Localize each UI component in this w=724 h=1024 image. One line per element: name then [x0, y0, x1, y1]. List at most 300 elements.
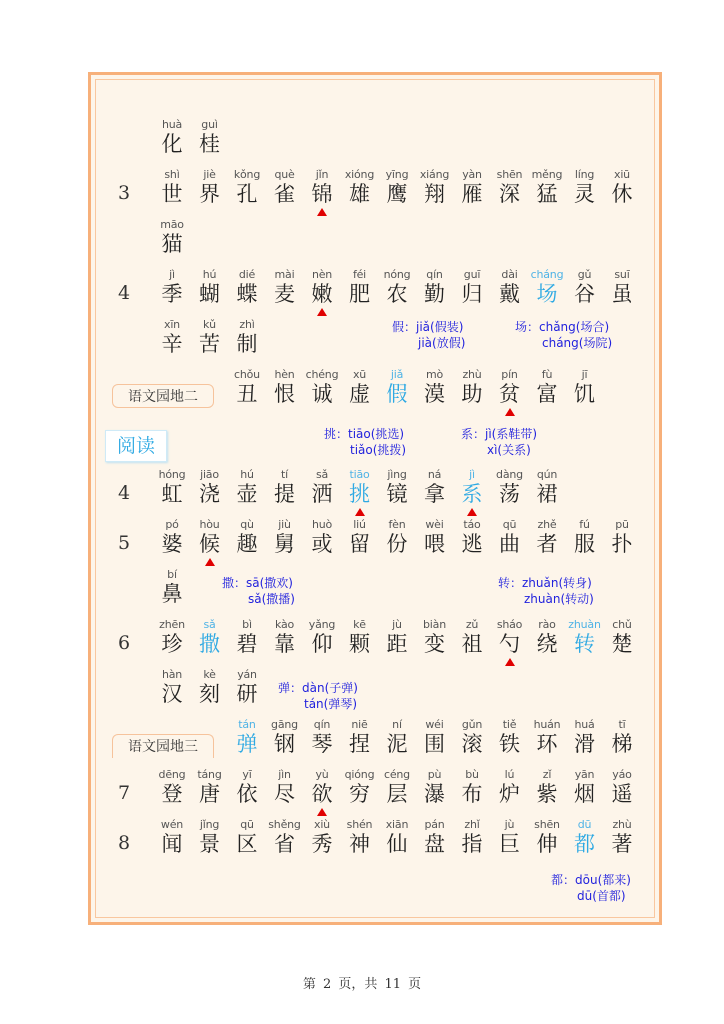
- char-cell: [265, 468, 305, 507]
- pinyin: zǔ: [465, 618, 479, 631]
- hanzi: 都: [574, 832, 595, 856]
- char-cell: [152, 668, 192, 707]
- char-cell: [340, 468, 380, 507]
- hanzi: 鼻: [161, 582, 183, 606]
- char-cell: [452, 468, 492, 507]
- char-cell: [152, 618, 192, 657]
- hanzi: 麦: [274, 282, 295, 306]
- hanzi: 洒: [311, 482, 333, 506]
- pinyin: měng: [531, 168, 563, 181]
- pinyin: niē: [351, 718, 368, 731]
- hanzi: 雄: [349, 182, 370, 206]
- pinyin: ní: [392, 718, 402, 731]
- polyphone-note: [278, 680, 358, 712]
- char-cell: [190, 818, 230, 857]
- polyphone-note: [222, 575, 295, 607]
- pinyin: líng: [574, 168, 595, 181]
- lesson-number: 5: [117, 532, 131, 554]
- hanzi: 富: [536, 382, 558, 406]
- polyphone-note: [498, 575, 594, 607]
- note-line-2: cháng(场院): [542, 336, 613, 350]
- hanzi: 勺: [499, 632, 520, 656]
- char-cell: [340, 818, 380, 857]
- hanzi: 神: [349, 832, 370, 856]
- pinyin: hòu: [199, 518, 220, 531]
- pinyin: xīn: [164, 318, 180, 331]
- hanzi: 蝶: [236, 282, 258, 306]
- pinyin: yīng: [385, 168, 409, 181]
- char-cell: [602, 168, 642, 207]
- hanzi: 烟: [574, 782, 595, 806]
- pinyin: hú: [240, 468, 254, 481]
- pinyin: qín: [426, 268, 443, 281]
- char-cell: [302, 518, 342, 557]
- red-triangle-icon: [317, 208, 327, 216]
- pinyin: gǔ: [577, 268, 592, 281]
- char-cell: [190, 168, 230, 207]
- char-cell: [565, 368, 605, 407]
- note-line-1: 都：dōu(都来): [551, 873, 631, 887]
- char-cell: [152, 218, 192, 257]
- lesson-number: 4: [117, 482, 131, 504]
- hanzi: 归: [461, 282, 483, 306]
- pinyin: táng: [197, 768, 222, 781]
- pinyin: tī: [618, 718, 626, 731]
- hanzi: 靠: [274, 632, 295, 656]
- hanzi: 绕: [536, 632, 558, 656]
- pinyin: chǔ: [612, 618, 632, 631]
- char-cell: [265, 268, 305, 307]
- hanzi: 变: [424, 632, 445, 656]
- char-cell: [452, 168, 492, 207]
- lesson-number: 4: [117, 282, 131, 304]
- hanzi: 珍: [161, 632, 183, 656]
- char-cell: [227, 768, 267, 807]
- char-cell: [340, 268, 380, 307]
- char-cell: [490, 268, 530, 307]
- char-cell: [152, 268, 192, 307]
- hanzi: 颗: [349, 632, 370, 656]
- pinyin: nèn: [311, 268, 333, 281]
- pinyin: guī: [463, 268, 481, 281]
- hanzi: 梯: [611, 732, 633, 756]
- char-cell: [490, 718, 530, 757]
- hanzi: 苦: [199, 332, 220, 356]
- char-cell: [490, 368, 530, 407]
- char-cell: [265, 718, 305, 757]
- char-cell: [152, 818, 192, 857]
- hanzi: 荡: [499, 482, 520, 506]
- hanzi: 婆: [161, 532, 183, 556]
- hanzi: 肥: [349, 282, 370, 306]
- note-line-2: dū(首都): [577, 889, 626, 903]
- pinyin: ná: [427, 468, 442, 481]
- hanzi: 农: [386, 282, 408, 306]
- pinyin: qún: [536, 468, 558, 481]
- hanzi: 虚: [349, 382, 370, 406]
- char-cell: [452, 368, 492, 407]
- pinyin: jù: [504, 818, 515, 831]
- pinyin: xū: [352, 368, 367, 381]
- hanzi: 指: [461, 832, 483, 856]
- char-cell: [340, 168, 380, 207]
- hanzi: 翔: [424, 182, 445, 206]
- pinyin: xióng: [344, 168, 375, 181]
- hanzi: 省: [274, 832, 295, 856]
- pinyin: xiū: [614, 168, 630, 181]
- pinyin: rào: [538, 618, 556, 631]
- red-triangle-icon: [355, 508, 365, 516]
- pinyin: yán: [237, 668, 257, 681]
- pinyin: kē: [353, 618, 366, 631]
- pinyin: huá: [574, 718, 595, 731]
- pinyin: bì: [242, 618, 252, 631]
- pinyin: zǐ: [542, 768, 552, 781]
- lesson-number: 7: [117, 782, 131, 804]
- hanzi: 丑: [236, 382, 258, 406]
- char-cell: [527, 768, 567, 807]
- char-cell: [227, 718, 267, 757]
- char-cell: [340, 768, 380, 807]
- hanzi: 巨: [499, 832, 520, 856]
- pinyin: huán: [533, 718, 561, 731]
- char-cell: [302, 468, 342, 507]
- hanzi: 辛: [161, 332, 183, 356]
- char-cell: [190, 618, 230, 657]
- pinyin: tiāo: [349, 468, 370, 481]
- char-cell: [490, 768, 530, 807]
- hanzi: 份: [386, 532, 408, 556]
- note-line-1: 假：jiǎ(假装): [392, 320, 464, 334]
- hanzi: 伸: [536, 832, 558, 856]
- hanzi: 欲: [311, 782, 333, 806]
- pinyin: hú: [202, 268, 217, 281]
- red-triangle-icon: [205, 558, 215, 566]
- pinyin: zhì: [239, 318, 255, 331]
- char-cell: [265, 368, 305, 407]
- pinyin: zhù: [462, 368, 482, 381]
- char-cell: [602, 518, 642, 557]
- pinyin: jìng: [387, 468, 407, 481]
- char-cell: [452, 268, 492, 307]
- char-cell: [190, 318, 230, 357]
- red-triangle-icon: [505, 658, 515, 666]
- pinyin: wéi: [425, 718, 444, 731]
- char-cell: [565, 618, 605, 657]
- pinyin: jǐng: [199, 818, 220, 831]
- char-cell: [190, 668, 230, 707]
- char-cell: [490, 818, 530, 857]
- hanzi: 恨: [274, 382, 295, 406]
- pinyin: wén: [160, 818, 184, 831]
- char-cell: [340, 618, 380, 657]
- pinyin: wèi: [425, 518, 444, 531]
- pinyin: shén: [346, 818, 373, 831]
- hanzi: 景: [199, 832, 220, 856]
- pinyin: suī: [614, 268, 630, 281]
- hanzi: 研: [236, 682, 258, 706]
- pinyin: dié: [238, 268, 256, 281]
- pinyin: shēn: [534, 818, 560, 831]
- hanzi: 假: [386, 382, 408, 406]
- pinyin: shì: [164, 168, 180, 181]
- char-cell: [565, 268, 605, 307]
- char-cell: [377, 518, 417, 557]
- hanzi: 嫩: [311, 282, 333, 306]
- hanzi: 服: [574, 532, 595, 556]
- char-cell: [415, 768, 455, 807]
- hanzi: 虽: [611, 282, 633, 306]
- pinyin: dàng: [496, 468, 523, 481]
- char-cell: [377, 468, 417, 507]
- hanzi: 碧: [236, 632, 258, 656]
- pinyin: kǔ: [203, 318, 216, 331]
- char-cell: [152, 518, 192, 557]
- char-cell: [490, 618, 530, 657]
- note-line-2: xì(关系): [487, 443, 531, 457]
- hanzi: 助: [461, 382, 483, 406]
- pinyin: fú: [579, 518, 590, 531]
- pinyin: jī: [581, 368, 588, 381]
- hanzi: 候: [199, 532, 220, 556]
- lesson-number: 6: [117, 632, 131, 654]
- char-cell: [227, 618, 267, 657]
- hanzi: 深: [499, 182, 520, 206]
- note-line-2: tiǎo(挑拨): [350, 443, 407, 457]
- char-cell: [452, 768, 492, 807]
- hanzi: 喂: [424, 532, 445, 556]
- pinyin: zhuàn: [568, 618, 601, 631]
- hanzi: 捏: [349, 732, 370, 756]
- pinyin: pán: [424, 818, 445, 831]
- char-cell: [377, 268, 417, 307]
- char-cell: [527, 468, 567, 507]
- char-cell: [527, 618, 567, 657]
- char-cell: [415, 718, 455, 757]
- char-cell: [152, 768, 192, 807]
- pinyin: bí: [167, 568, 177, 581]
- pinyin: shēn: [496, 168, 523, 181]
- char-cell: [152, 168, 192, 207]
- char-cell: [527, 268, 567, 307]
- hanzi: 或: [311, 532, 333, 556]
- char-cell: [302, 168, 342, 207]
- pinyin: chǒu: [234, 368, 260, 381]
- hanzi: 刻: [199, 682, 220, 706]
- pinyin: dū: [577, 818, 592, 831]
- hanzi: 遥: [611, 782, 633, 806]
- char-cell: [302, 768, 342, 807]
- char-cell: [415, 468, 455, 507]
- pinyin: xiān: [385, 818, 409, 831]
- pinyin: sǎ: [203, 618, 216, 631]
- hanzi: 尽: [274, 782, 295, 806]
- char-cell: [190, 268, 230, 307]
- pinyin: yáo: [612, 768, 632, 781]
- pinyin: bù: [465, 768, 479, 781]
- char-cell: [377, 618, 417, 657]
- note-line-2: sǎ(撒播): [248, 592, 295, 606]
- pinyin: xiáng: [419, 168, 450, 181]
- hanzi: 留: [349, 532, 370, 556]
- char-cell: [415, 618, 455, 657]
- char-cell: [602, 268, 642, 307]
- hanzi: 勤: [424, 282, 445, 306]
- hanzi: 饥: [574, 382, 595, 406]
- pinyin: mài: [274, 268, 295, 281]
- char-cell: [265, 168, 305, 207]
- hanzi: 雁: [461, 182, 483, 206]
- pinyin: dēng: [158, 768, 186, 781]
- hanzi: 休: [611, 182, 633, 206]
- lesson-number: 8: [117, 832, 131, 854]
- pinyin: qū: [502, 518, 517, 531]
- char-cell: [527, 368, 567, 407]
- pinyin: mò: [425, 368, 444, 381]
- hanzi: 盘: [424, 832, 445, 856]
- pinyin: jù: [392, 618, 402, 631]
- hanzi: 贫: [499, 382, 520, 406]
- hanzi: 仰: [311, 632, 333, 656]
- hanzi: 环: [536, 732, 558, 756]
- pinyin: guì: [201, 118, 218, 131]
- hanzi: 祖: [461, 632, 483, 656]
- pinyin: jì: [469, 468, 475, 481]
- hanzi: 紫: [536, 782, 558, 806]
- char-cell: [565, 768, 605, 807]
- hanzi: 壶: [236, 482, 258, 506]
- pinyin: jiǎ: [390, 368, 404, 381]
- polyphone-note: [461, 426, 537, 458]
- hanzi: 著: [611, 832, 633, 856]
- pinyin: fèn: [388, 518, 406, 531]
- char-cell: [602, 768, 642, 807]
- hanzi: 秀: [311, 832, 333, 856]
- hanzi: 距: [386, 632, 408, 656]
- pinyin: tán: [238, 718, 256, 731]
- lesson-number: 3: [117, 182, 131, 204]
- note-line-2: zhuàn(转动): [524, 592, 594, 606]
- char-cell: [565, 818, 605, 857]
- hanzi: 泥: [386, 732, 408, 756]
- pinyin: xiù: [314, 818, 330, 831]
- hanzi: 季: [161, 282, 183, 306]
- char-cell: [527, 718, 567, 757]
- hanzi: 舅: [274, 532, 295, 556]
- hanzi: 依: [236, 782, 258, 806]
- section-label-garden-2: 语文园地二: [112, 384, 214, 408]
- pinyin: kè: [203, 668, 216, 681]
- hanzi: 裙: [536, 482, 558, 506]
- char-cell: [490, 518, 530, 557]
- char-cell: [265, 618, 305, 657]
- pinyin: hóng: [158, 468, 186, 481]
- pinyin: sǎ: [315, 468, 329, 481]
- hanzi: 漠: [424, 382, 445, 406]
- hanzi: 登: [161, 782, 183, 806]
- pinyin: shěng: [268, 818, 301, 831]
- pinyin: pó: [165, 518, 179, 531]
- hanzi: 区: [236, 832, 258, 856]
- hanzi: 滚: [461, 732, 483, 756]
- hanzi: 浇: [199, 482, 220, 506]
- hanzi: 蝴: [199, 282, 220, 306]
- section-label-garden-3: 语文园地三: [112, 734, 214, 758]
- hanzi: 界: [199, 182, 220, 206]
- char-cell: [377, 718, 417, 757]
- hanzi: 孔: [236, 182, 258, 206]
- hanzi: 铁: [499, 732, 520, 756]
- hanzi: 趣: [236, 532, 258, 556]
- pinyin: jiù: [278, 518, 291, 531]
- pinyin: zhēn: [159, 618, 185, 631]
- note-line-1: 转：zhuǎn(转身): [498, 576, 592, 590]
- pinyin: jìn: [278, 768, 291, 781]
- pinyin: yān: [574, 768, 595, 781]
- char-cell: [302, 368, 342, 407]
- hanzi: 猛: [536, 182, 558, 206]
- page-footer: 第 2 页，共 11 页: [302, 977, 422, 992]
- pinyin: zhù: [612, 818, 632, 831]
- char-cell: [415, 168, 455, 207]
- hanzi: 汉: [161, 682, 183, 706]
- pinyin: māo: [160, 218, 184, 231]
- hanzi: 灵: [574, 182, 595, 206]
- pinyin: chéng: [305, 368, 339, 381]
- pinyin: yī: [242, 768, 252, 781]
- pinyin: qù: [240, 518, 254, 531]
- char-cell: [490, 168, 530, 207]
- hanzi: 曲: [499, 532, 520, 556]
- pinyin: liú: [353, 518, 366, 531]
- char-cell: [490, 468, 530, 507]
- char-cell: [452, 818, 492, 857]
- char-cell: [565, 718, 605, 757]
- char-cell: [152, 568, 192, 607]
- hanzi: 猫: [161, 232, 183, 256]
- pinyin: jiāo: [200, 468, 219, 481]
- char-cell: [190, 468, 230, 507]
- char-cell: [302, 718, 342, 757]
- char-cell: [265, 768, 305, 807]
- pinyin: pū: [615, 518, 629, 531]
- pinyin: jì: [169, 268, 175, 281]
- char-cell: [527, 818, 567, 857]
- char-cell: [415, 368, 455, 407]
- char-cell: [340, 718, 380, 757]
- hanzi: 围: [424, 732, 445, 756]
- red-triangle-icon: [505, 408, 515, 416]
- pinyin: huà: [161, 118, 183, 131]
- pinyin: pín: [501, 368, 518, 381]
- char-cell: [227, 518, 267, 557]
- char-cell: [227, 368, 267, 407]
- pinyin: dài: [501, 268, 518, 281]
- pinyin: kǒng: [233, 168, 261, 181]
- char-cell: [190, 118, 230, 157]
- char-cell: [415, 818, 455, 857]
- hanzi: 唐: [199, 782, 220, 806]
- pinyin: zhǐ: [464, 818, 480, 831]
- pinyin: yù: [315, 768, 329, 781]
- pinyin: biàn: [423, 618, 446, 631]
- pinyin: pù: [427, 768, 442, 781]
- hanzi: 系: [461, 482, 483, 506]
- pinyin: zhě: [537, 518, 557, 531]
- hanzi: 炉: [499, 782, 520, 806]
- char-cell: [340, 368, 380, 407]
- char-cell: [377, 818, 417, 857]
